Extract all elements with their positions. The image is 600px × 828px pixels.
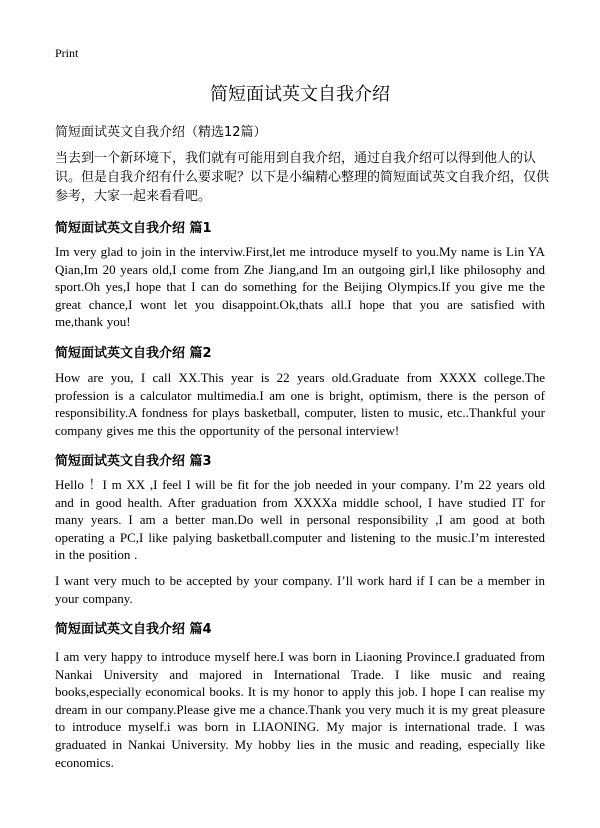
section-heading-4: 简短面试英文自我介绍 篇4 [55,622,212,637]
section-4-paragraph: I am very happy to introduce myself here.I was born in Liaoning Province.I graduated from Nankai University and majored in International Trade. I like music and reaing books,especially economical books. It is my honor to apply this job. I hope I can realise my dream in our company.Please give me a chance.Thank you very much it is my great pleasure to introduce myself.i was born in LIAONING. My major is international trade. I was graduated in Nankai University. My hobby lies in the music and reading, especially like economics. [55,649,545,770]
section-3-paragraph-1: Hello ！I m XX ,I feel I will be fit for the job needed in your company. I’m 22 years old and in good health. After graduation from XXXXa middle school, I have studied IT for many years. I am a better man.Do well in personal responsibility ,I am good at both operating a PC,I like palying basketball.computer and listening to the music.I’m interested in the position . [55,477,545,563]
section-heading-2: 简短面试英文自我介绍 篇2 [55,346,212,361]
section-3-paragraph-2: I want very much to be accepted by your company. I’ll work hard if I can be a member in your company. [55,573,545,606]
page-title: 简短面试英文自我介绍 [210,84,390,105]
section-1-paragraph: Im very glad to join in the interviw.First,let me introduce myself to you.My name is Lin YA Qian,Im 20 years old,I come from Zhe Jiang,and Im an outgoing girl,I like philosophy and sport.Oh yes,I hope that I can do something for the Beijing Olympics.If you give me the great chance,I wont let you disappoint.Ok,thats all.I hope that you are satisfied with me,thank you! [55,244,545,330]
document-subtitle: 简短面试英文自我介绍（精选12篇） [55,125,267,140]
print-link[interactable]: Print [55,46,79,60]
section-heading-3: 简短面试英文自我介绍 篇3 [55,454,212,469]
section-2-paragraph: How are you, I call XX.This year is 22 years old.Graduate from XXXX college.The profession is a calculator multimedia.I am one is bright, optimism, there is the person of responsibility.A fondness for plays basketball, computer, listen to music, etc..Thankful your company gives me this the opportunity of the personal interview! [55,370,545,438]
section-heading-1: 简短面试英文自我介绍 篇1 [55,221,212,236]
intro-paragraph: 当去到一个新环境下，我们就有可能用到自我介绍，通过自我介绍可以得到他人的认识。但是自我介绍有什么要求呢？以下是小编精心整理的简短面试英文自我介绍，仅供参考，大家一起来看看吧。 [55,151,550,204]
